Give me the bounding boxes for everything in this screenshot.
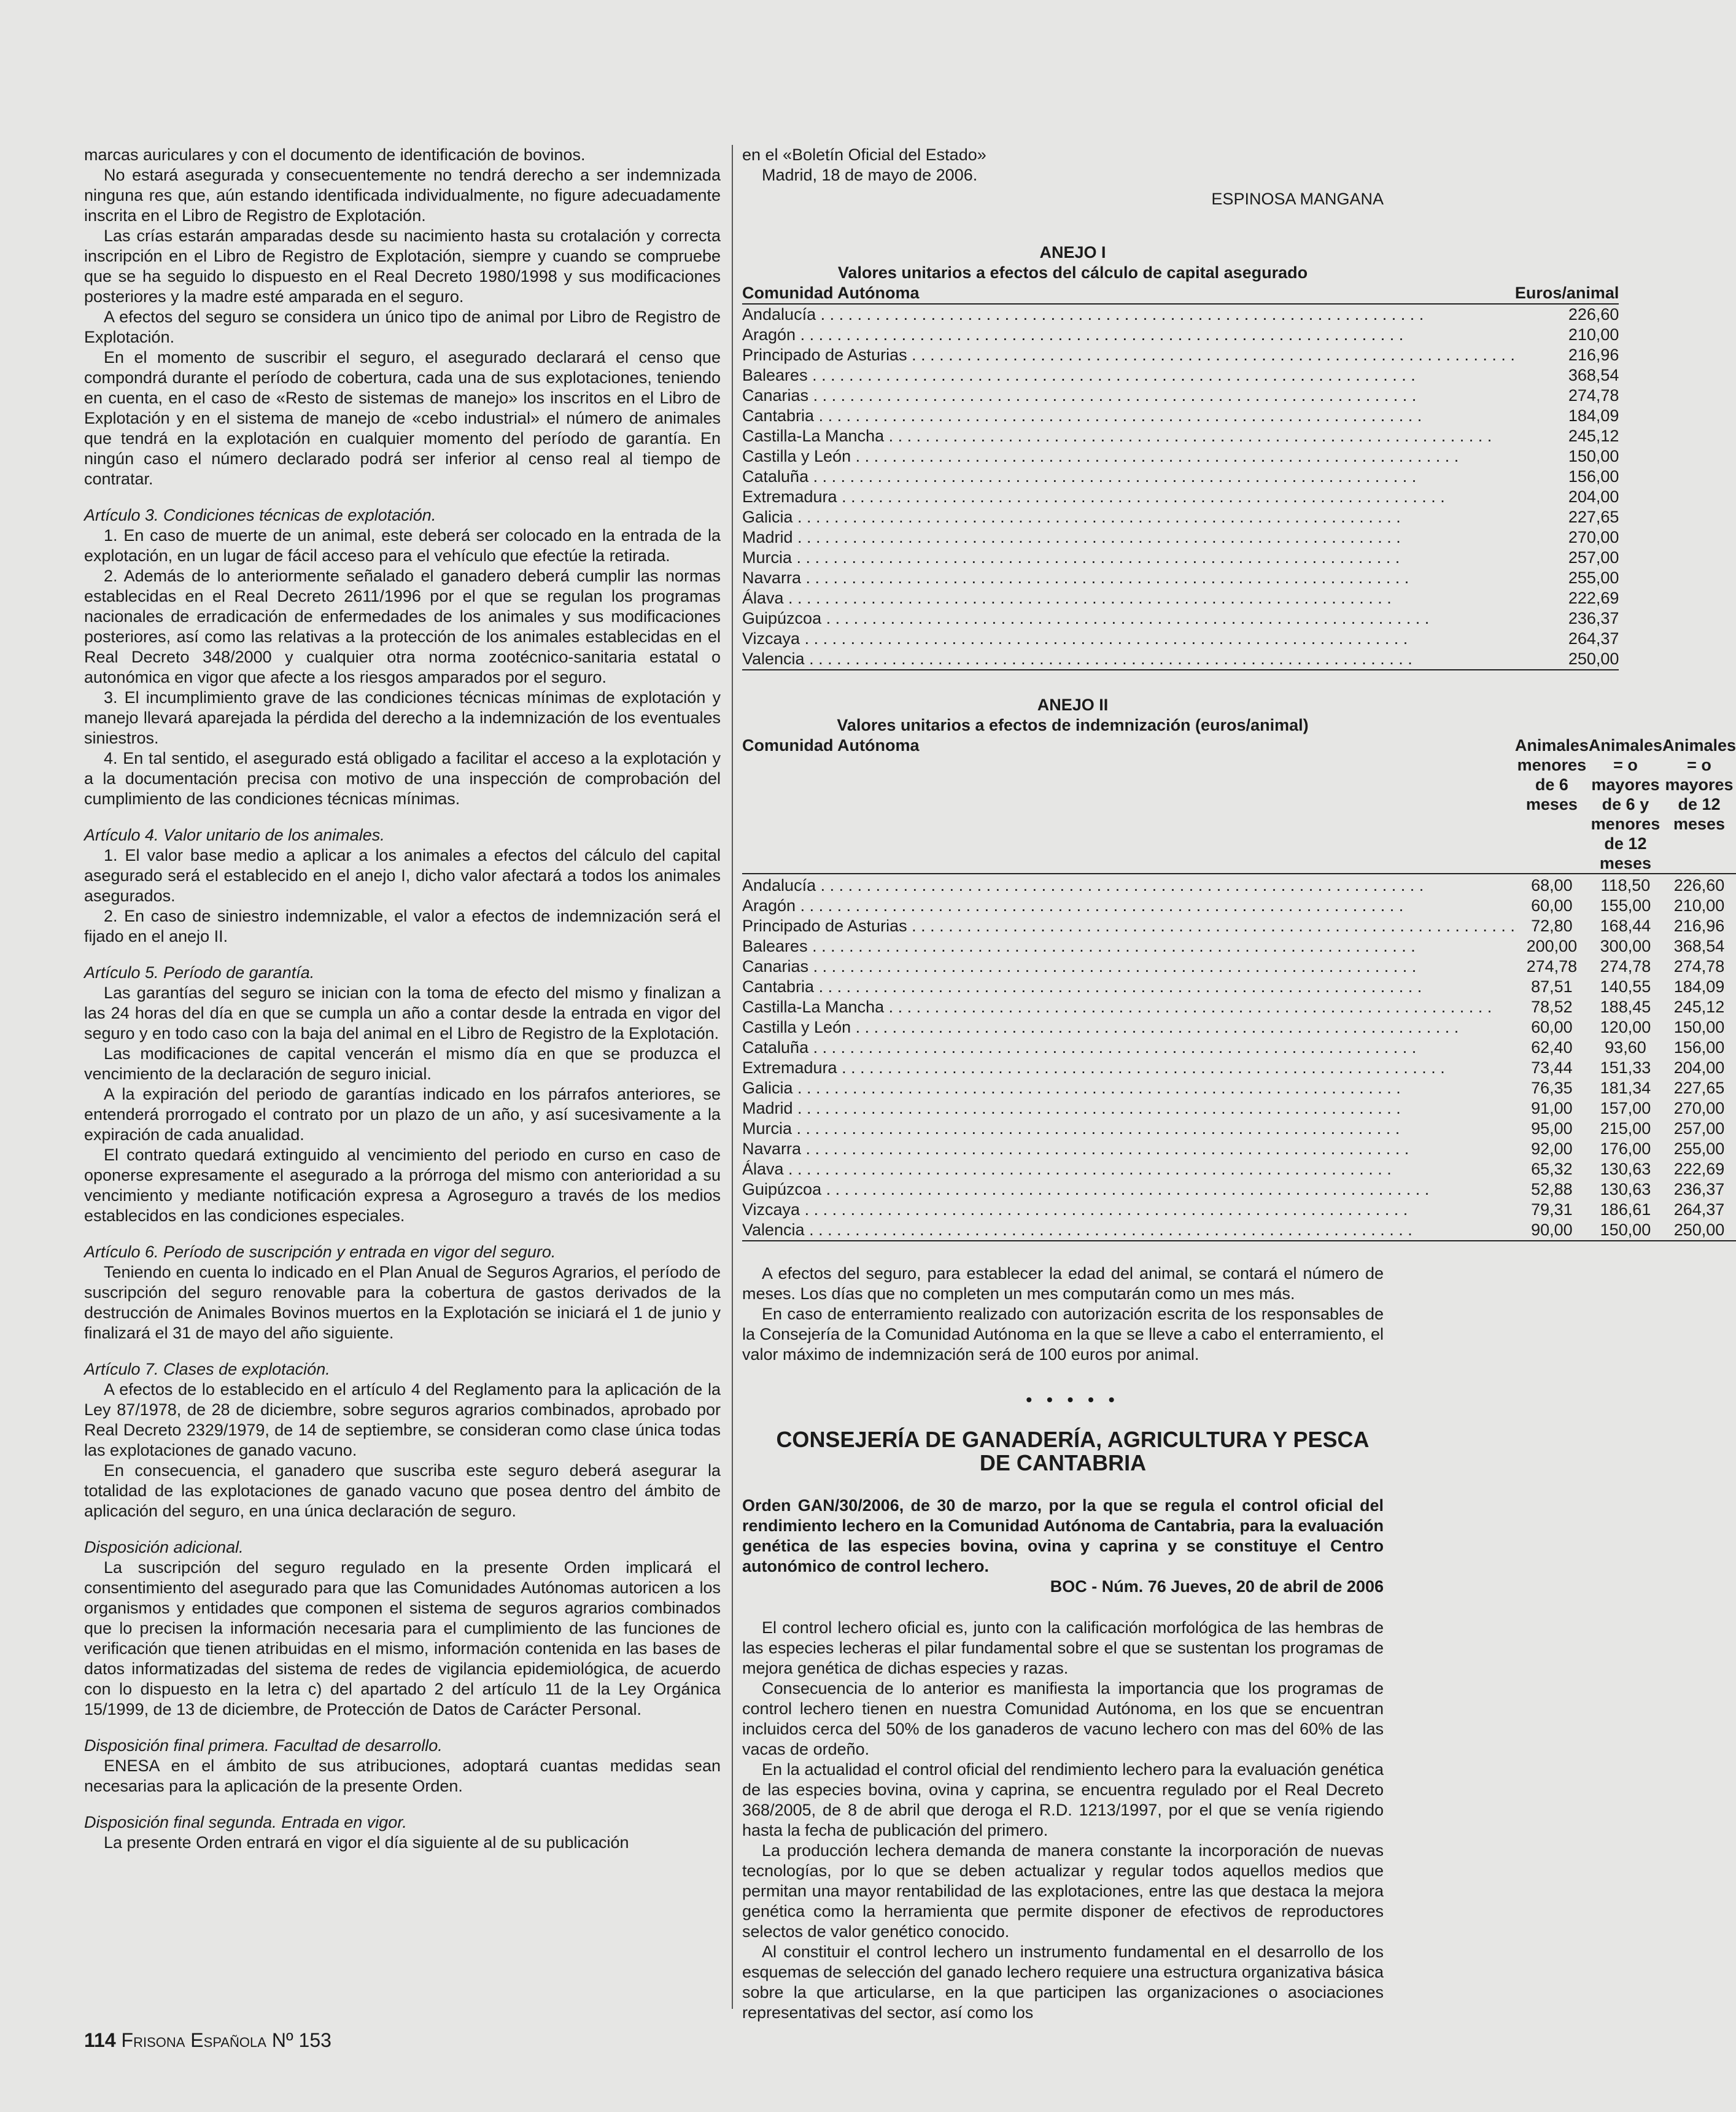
value-cell: 184,09 [1673,977,1725,996]
table-row [742,1139,1736,1159]
paragraph: En consecuencia, el ganadero que suscriba este seguro deberá asegurar la totalidad de las explotaciones de ganado vacuno que posea dentro del ámbito de aplicación del seguro, en una única declaración de seguro. [84,1461,721,1520]
paragraph: En la actualidad el control oficial del rendimiento lechero para la evaluación genética de las especies bovina, ovina y caprina, se encuentra regulado por el Real Decreto 368/2005, de 8 de abril que deroga el R.D. 1213/1997, por el que se venía rigiendo hasta la fecha de publicación del primero. [742,1760,1384,1839]
table-row [742,1038,1736,1058]
value-cell: 274,78 [1673,957,1725,976]
value-cell: 155,00 [1600,896,1651,915]
region-cell: Navarra . . . [742,568,1515,588]
disposicion-adicional-title: Disposición adicional. [84,1538,244,1556]
region-cell: Galicia . . . [742,1078,1515,1098]
value-cell: 236,37 [1673,1180,1725,1198]
value-cell: 60,00 [1531,896,1573,915]
value-cell: 184,09 [1568,406,1619,425]
value-cell: 95,00 [1531,1119,1573,1138]
anejo-1-title: ANEJO I [1039,243,1106,262]
region-cell: Cantabria . . . [742,977,1515,997]
paragraph: A efectos de lo establecido en el artículo 4 del Reglamento para la aplicación de la Ley 87/1978, de 28 de diciembre, sobre seguros agrarios combinados, aprobado por Real Decreto 2329/1979, de 14 de septiembre, se consideran como clase única todas las explotaciones de ganado vacuno. [84,1380,721,1459]
value-cell: 150,00 [1673,1018,1725,1036]
table-row [742,487,1619,507]
paragraph: La suscripción del seguro regulado en la presente Orden implicará el consentimiento del asegurado para que las Comunidades Autónomas autoricen a los organismos y entidades que componen el sistema de seguros agrarios combinados que lo precisen la información necesaria para el cumplimiento de las funciones de verificación que tienen atribuidas en el mismo, información contenida en las bases de datos informatizadas del sistema de redes de vigilancia epidemiológica, de acuerdo con lo dispuesto en la letra c) del apartado 2 del artículo 11 de la Ley Orgánica 15/1999, de 13 de diciembre, de Protección de Datos de Carácter Personal. [84,1558,721,1718]
paragraph: Consecuencia de lo anterior es manifiesta la importancia que los programas de control lechero tienen en nuestra Comunidad Autónoma, en los que se encuentran incluidos cerca del 50% de los ganaderos de vacuno lechero con mas del 60% de las vacas de ordeño. [742,1679,1384,1758]
paragraph: 1. En caso de muerte de un animal, este deberá ser colocado en la entrada de la explotación, en un lugar de fácil acceso para el vehículo que efectúe la retirada. [84,526,721,565]
region-cell: Principado de Asturias . . . [742,345,1515,365]
region-cell: Galicia . . . [742,507,1515,527]
column-header: Comunidad Autónoma [742,736,1515,874]
column-header: Animales = o mayores de 6 y menores de 12 meses [1588,736,1662,872]
page-number: 114 [84,2029,116,2051]
region-cell: Extremadura . . . [742,487,1515,507]
region-cell: Guipúzcoa . . . [742,608,1515,629]
paragraph: 2. Además de lo anteriormente señalado el ganadero deberá cumplir las normas establecidas en el Real Decreto 2611/1996 por el que se regulan los programas nacionales de erradicación de enfermedades de los animales y sus modificaciones posteriores, así como las relativas a la protección de los animales establecidas en el Real Decreto 348/2000 y cualquier otra norma zootécnico-sanitaria estatal o autonómica en vigor que afecte a los riesgos amparados por el seguro. [84,567,721,686]
value-cell: 257,00 [1673,1119,1725,1138]
table-row [742,304,1619,325]
paragraph: El control lechero oficial es, junto con la calificación morfológica de las hembras de las especies lecheras el pilar fundamental sobre el que se sustentan los programas de mejora genética de dichas especies y razas. [742,1618,1384,1677]
value-cell: 130,63 [1600,1180,1651,1198]
column-divider [732,145,733,2009]
value-cell: 210,00 [1673,896,1725,915]
table-row [742,1220,1736,1241]
region-cell: Principado de Asturias . . . [742,916,1515,936]
paragraph: A efectos del seguro, para establecer la edad del animal, se contará el número de meses. Los días que no completen un mes computarán como un mes más. [742,1264,1384,1303]
value-cell: 90,00 [1515,1220,1589,1241]
value-cell: 226,60 [1673,876,1725,895]
value-cell: 200,00 [1526,937,1578,955]
region-cell: Guipúzcoa . . . [742,1179,1515,1200]
orden-title: Orden GAN/30/2006, de 30 de marzo, por la que se regula el control oficial del rendimiento lechero en la Comunidad Autónoma de Cantabria, para la evaluación genética de las especies bovina, ovina y caprina y se constituye el Centro autonómico de control lechero. [742,1496,1384,1575]
region-cell: Murcia . . . [742,548,1515,568]
value-cell: 227,65 [1568,508,1619,526]
value-cell: 255,00 [1673,1139,1725,1158]
value-cell: 79,31 [1531,1200,1573,1219]
value-cell: 181,34 [1600,1079,1651,1097]
region-cell: Castilla y León . . . [742,1017,1515,1038]
region-cell: Aragón . . . [742,325,1515,345]
paragraph: Las garantías del seguro se inician con la toma de efecto del mismo y finalizan a las 24 horas del día en que se cumpla un año a contar desde la entrada en vigor del seguro y en todo caso con la baja del animal en el Libro de Registro de la Explotación. [84,984,721,1042]
value-cell: 168,44 [1600,917,1651,935]
region-cell: Baleares . . . [742,365,1515,386]
value-cell: 245,12 [1673,998,1725,1016]
value-cell: 270,00 [1673,1099,1725,1117]
paragraph: La producción lechera demanda de manera constante la incorporación de nuevas tecnologías, por lo que se deben actualizar y regular todos aquellos medios que permitan una mayor rentabilidad de las explotaciones, entre las que destaca la mejora genética como la herramienta que permite disponer de efectivos de reproductores selectos de valor genético conocido. [742,1841,1384,1941]
region-cell: Canarias . . . [742,386,1515,406]
column-header: Comunidad Autónoma [742,283,1515,304]
paragraph: 4. En tal sentido, el asegurado está obligado a facilitar el acceso a la explotación y a la documentación precisa con motivo de una inspección de comprobación del cumplimiento de las condiciones técnicas mínimas. [84,749,721,808]
paragraph: Las modificaciones de capital vencerán el mismo día en que se produzca el vencimiento de la declaración de seguro inicial. [84,1044,721,1083]
table-row [742,507,1619,527]
table-row [742,325,1619,345]
table-row [742,568,1619,588]
value-cell: 226,60 [1568,305,1619,324]
table-row [742,1200,1736,1220]
article-3-title: Artículo 3. Condiciones técnicas de explotación. [84,506,436,524]
value-cell: 368,54 [1673,937,1725,955]
paragraph: Las crías estarán amparadas desde su nacimiento hasta su crotalación y correcta inscripción en el Libro de Registro de Explotación, siempre y cuando se compruebe que se ha seguido lo dispuesto en el Real Decreto 1980/1998 y sus modificaciones posteriores y la madre esté amparada en el seguro. [84,227,721,306]
value-cell: 255,00 [1568,569,1619,587]
magazine-name: Frisona Española [121,2029,266,2051]
value-cell: 68,00 [1531,876,1573,895]
region-cell: Cataluña . . . [742,467,1515,487]
value-cell: 216,96 [1673,917,1725,935]
page-footer [84,2029,331,2052]
value-cell: 204,00 [1673,1058,1725,1077]
table-row [742,527,1619,548]
value-cell: 188,45 [1600,998,1651,1016]
table-row [742,1058,1736,1078]
table-row [742,345,1619,365]
value-cell: 176,00 [1600,1139,1651,1158]
value-cell: 274,78 [1568,386,1619,405]
anejo-1-table [742,283,1619,670]
disposicion-final-segunda-title: Disposición final segunda. Entrada en vigor. [84,1813,407,1831]
value-cell: 93,60 [1605,1038,1646,1057]
value-cell: 72,80 [1531,917,1573,935]
value-cell: 274,78 [1526,957,1578,976]
region-cell: Navarra . . . [742,1139,1515,1159]
table-row [742,1098,1736,1119]
table-row [742,957,1736,977]
value-cell: 156,00 [1673,1038,1725,1057]
paragraph: 1. El valor base medio a aplicar a los animales a efectos del cálculo del capital asegurado será el establecido en el anejo I, dicho valor afectará a todos los animales asegurados. [84,846,721,905]
region-cell: Andalucía . . . [742,304,1515,325]
department-heading: CONSEJERÍA DE GANADERÍA, AGRICULTURA Y PESCA DE CANTABRIA [776,1427,1370,1475]
table-row [742,629,1619,649]
article-5-title: Artículo 5. Período de garantía. [84,963,315,982]
region-cell: Vizcaya . . . [742,629,1515,649]
value-cell: 186,61 [1600,1200,1651,1219]
paragraph: Al constituir el control lechero un instrumento fundamental en el desarrollo de los esquemas de selección del ganado lechero requiere una estructura organizativa básica sobre la que articularse, en la que participen las organizaciones o asociaciones representativas del sector, así como los [742,1943,1384,2022]
paragraph: 2. En caso de siniestro indemnizable, el valor a efectos de indemnización será el fijado en el anejo II. [84,907,721,945]
value-cell: 274,78 [1600,957,1651,976]
column-header: Animales menores de 6 meses [1515,736,1589,874]
paragraph: A efectos del seguro se considera un único tipo de animal por Libro de Registro de Explotación. [84,308,721,346]
value-cell: 264,37 [1568,629,1619,648]
value-cell: 65,32 [1531,1160,1573,1178]
value-cell: 118,50 [1600,876,1651,895]
value-cell: 156,00 [1568,467,1619,486]
value-cell: 140,55 [1600,977,1651,996]
value-cell: 150,00 [1568,447,1619,465]
value-cell: 250,00 [1662,1220,1736,1241]
table-row [742,467,1619,487]
value-cell: 150,00 [1589,1220,1662,1241]
anejo-2-subtitle: Valores unitarios a efectos de indemnización (euros/animal) [837,716,1309,734]
table-row [742,446,1619,467]
right-column [742,145,1736,2023]
region-cell: Cantabria . . . [742,406,1515,426]
table-row [742,977,1736,997]
paragraph: en el «Boletín Oficial del Estado» [742,146,986,164]
issue-number: Nº 153 [271,2029,331,2051]
value-cell: 222,69 [1568,589,1619,607]
value-cell: 62,40 [1531,1038,1573,1057]
table-row [742,1119,1736,1139]
table-row [742,936,1736,957]
table-row [742,365,1619,386]
signature: ESPINOSA MANGANA [1211,190,1384,208]
paragraph: En el momento de suscribir el seguro, el asegurado declarará el censo que compondrá durante el período de cobertura, cada una de sus explotaciones, teniendo en cuenta, en el caso de «Resto de sistemas de manejo» los inscritos en el Libro de Explotación y en el sistema de manejo de «cebo industrial» el número de animales que tendrá en la explotación en cualquier momento del período de garantía. En ningún caso el número declarado podrá ser inferior al censo real al tiempo de contratar. [84,348,721,488]
paragraph: En caso de enterramiento realizado con autorización escrita de los responsables de la Consejería de la Comunidad Autónoma en la que se lleve a cabo el enterramiento, el valor máximo de indemnización será de 100 euros por animal. [742,1305,1384,1364]
value-cell: 87,51 [1531,977,1573,996]
value-cell: 222,69 [1673,1160,1725,1178]
value-cell: 368,54 [1568,366,1619,384]
table-row [742,1017,1736,1038]
table-row [742,896,1736,916]
paragraph: marcas auriculares y con el documento de identificación de bovinos. [84,146,586,164]
article-6-title: Artículo 6. Período de suscripción y entrada en vigor del seguro. [84,1243,556,1261]
table-row [742,874,1736,896]
paragraph: 3. El incumplimiento grave de las condiciones técnicas mínimas de explotación y manejo llevará aparejada la pérdida del derecho a la indemnización de los eventuales siniestros. [84,688,721,747]
value-cell: 250,00 [1515,649,1619,670]
anejo-2-title: ANEJO II [1037,696,1109,714]
region-cell: Madrid . . . [742,1098,1515,1119]
anejo-2-table [742,736,1736,1241]
column-header: Euros/animal [1515,283,1619,304]
value-cell: 78,52 [1531,998,1573,1016]
value-cell: 236,37 [1568,609,1619,627]
region-cell: Canarias . . . [742,957,1515,977]
value-cell: 60,00 [1531,1018,1573,1036]
region-cell: Murcia . . . [742,1119,1515,1139]
region-cell: Aragón . . . [742,896,1515,916]
value-cell: 215,00 [1600,1119,1651,1138]
table-row [742,1078,1736,1098]
region-cell: Álava . . . [742,1159,1515,1179]
value-cell: 130,63 [1600,1160,1651,1178]
region-cell: Andalucía . . . [742,874,1515,896]
region-cell: Extremadura . . . [742,1058,1515,1078]
article-4-title: Artículo 4. Valor unitario de los animales. [84,826,385,844]
disposicion-final-primera-title: Disposición final primera. Facultad de desarrollo. [84,1736,443,1755]
region-cell: Vizcaya . . . [742,1200,1515,1220]
table-row [742,997,1736,1017]
value-cell: 157,00 [1600,1099,1651,1117]
table-row [742,406,1619,426]
article-7-title: Artículo 7. Clases de explotación. [84,1360,330,1378]
boc-reference: BOC - Núm. 76 Jueves, 20 de abril de 2006 [1050,1577,1384,1596]
value-cell: 73,44 [1531,1058,1573,1077]
table-row [742,916,1736,936]
table-row [742,1179,1736,1200]
table-row [742,649,1619,670]
paragraph: El contrato quedará extinguido al vencimiento del periodo en curso en caso de oponerse expresamente el asegurado a la prórroga del mismo con anterioridad a su vencimiento y mediante notificación expresa a Agroseguro a través de los medios establecidos en las condiciones especiales. [84,1146,721,1225]
value-cell: 227,65 [1673,1079,1725,1097]
value-cell: 91,00 [1531,1099,1573,1117]
value-cell: 257,00 [1568,548,1619,567]
region-cell: Cataluña . . . [742,1038,1515,1058]
paragraph: Teniendo en cuenta lo indicado en el Plan Anual de Seguros Agrarios, el período de suscripción del seguro renovable para la cobertura de gastos derivados de la destrucción de Animales Bovinos muertos en la Explotación se iniciará el 1 de junio y finalizará el 31 de mayo del año siguiente. [84,1263,721,1342]
value-cell: 76,35 [1531,1079,1573,1097]
paragraph: A la expiración del periodo de garantías indicado en los párrafos anteriores, se entenderá prorrogado el contrato por un plazo de un año, y así sucesivamente a la expiración de cada anualidad. [84,1085,721,1144]
value-cell: 151,33 [1600,1058,1651,1077]
value-cell: 52,88 [1531,1180,1573,1198]
value-cell: 92,00 [1531,1139,1573,1158]
value-cell: 245,12 [1568,427,1619,445]
anejo-1-subtitle: Valores unitarios a efectos del cálculo de capital asegurado [837,263,1308,282]
table-row [742,548,1619,568]
region-cell: Castilla-La Mancha . . . [742,426,1515,446]
paragraph: ENESA en el ámbito de sus atribuciones, adoptará cuantas medidas sean necesarias para la aplicación de la presente Orden. [84,1757,721,1795]
paragraph: No estará asegurada y consecuentemente no tendrá derecho a ser indemnizada ninguna res que, aún estando identificada individualmente, no figure adecuadamente inscrita en el Libro de Registro de Explotación. [84,166,721,225]
separator-dots: • • • • • [1026,1390,1120,1409]
table-row [742,426,1619,446]
value-cell: 204,00 [1568,487,1619,506]
region-cell: Valencia . . . [742,649,1515,670]
region-cell: Castilla y León . . . [742,446,1515,467]
value-cell: 210,00 [1568,325,1619,344]
date-line: Madrid, 18 de mayo de 2006. [762,166,978,184]
table-row [742,588,1619,608]
paragraph: La presente Orden entrará en vigor el día siguiente al de su publicación [104,1833,629,1852]
value-cell: 270,00 [1568,528,1619,546]
table-row [742,608,1619,629]
value-cell: 264,37 [1673,1200,1725,1219]
column-header: Animales = o mayores de 12 meses [1662,736,1736,874]
table-row [742,1159,1736,1179]
region-cell: Madrid . . . [742,527,1515,548]
value-cell: 120,00 [1600,1018,1651,1036]
left-column [84,145,721,1853]
region-cell: Baleares . . . [742,936,1515,957]
value-cell: 300,00 [1600,937,1651,955]
region-cell: Valencia . . . [742,1220,1515,1241]
region-cell: Álava . . . [742,588,1515,608]
table-row [742,386,1619,406]
region-cell: Castilla-La Mancha . . . [742,997,1515,1017]
value-cell: 216,96 [1568,346,1619,364]
